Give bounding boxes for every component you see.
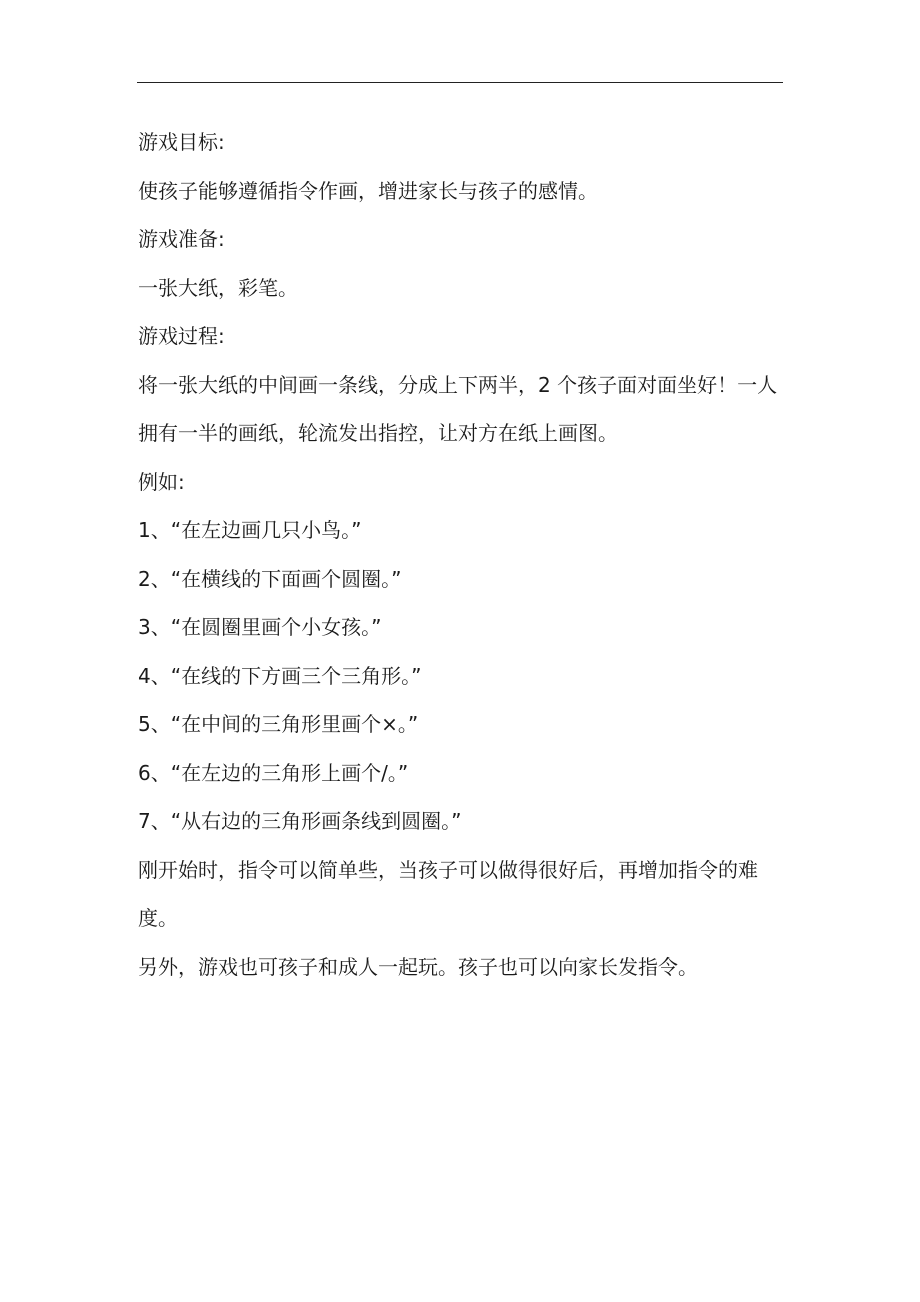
prep-heading: 游戏准备: [138, 227, 225, 251]
prep-text: 一张大纸，彩笔。 [138, 275, 298, 300]
list-item [138, 506, 786, 555]
list-item-text: “在横线的下面画个圆圈。” [170, 566, 402, 591]
list-item-number: 2、 [138, 566, 171, 591]
list-item-text: “在圆圈里画个小女孩。” [170, 615, 382, 639]
list-item-number: 3、 [138, 615, 171, 639]
list-item [138, 652, 786, 701]
list-item-text: “在中间的三角形里画个×。” [170, 712, 419, 736]
list-item-number: 6、 [138, 760, 171, 785]
list-item-text: “在左边画几只小鸟。” [170, 518, 362, 542]
list-item [138, 797, 786, 846]
list-item-text: “从右边的三角形画条线到圆圈。” [170, 809, 462, 833]
process-heading: 游戏过程: [138, 324, 225, 348]
note-text: 刚开始时，指令可以简单些，当孩子可以做得很好后，再增加指令的难度。 [138, 857, 758, 930]
document-body [138, 118, 786, 991]
process-text: 将一张大纸的中间画一条线，分成上下两半，2 个孩子面对面坐好！一人拥有一半的画纸，轮流发出指控，让对方在纸上画图。 [138, 372, 778, 445]
goal-text: 使孩子能够遵循指令作画，增进家长与孩子的感情。 [138, 178, 598, 203]
list-item-number: 5、 [138, 712, 171, 736]
list-item [138, 555, 786, 604]
example-list [138, 506, 786, 846]
header-rule [137, 82, 783, 83]
list-item-number: 7、 [138, 809, 171, 833]
list-item-text: “在线的下方画三个三角形。” [170, 663, 422, 688]
list-item-text: “在左边的三角形上画个/。” [170, 760, 409, 785]
goal-heading: 游戏目标: [138, 130, 225, 154]
list-item-number: 1、 [138, 518, 171, 542]
list-item-number: 4、 [138, 663, 171, 688]
list-item [138, 700, 786, 749]
list-item [138, 749, 786, 798]
list-item [138, 603, 786, 652]
example-heading: 例如: [138, 469, 185, 494]
extra-text: 另外，游戏也可孩子和成人一起玩。孩子也可以向家长发指令。 [138, 954, 698, 979]
